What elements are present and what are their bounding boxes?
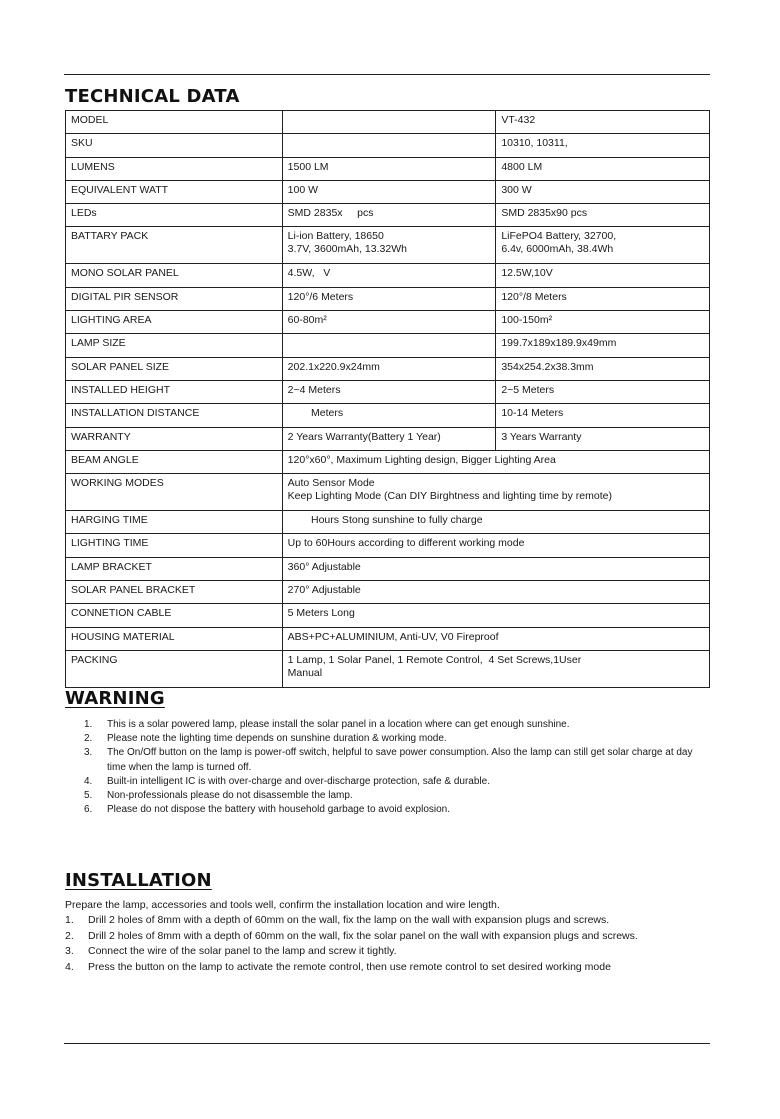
- spec-value-cell: 2~4 Meters: [282, 380, 496, 403]
- list-text: The On/Off button on the lamp is power-off switch, helpful to save power consumption. Also the lamp can still get solar charge at day time when the lamp is turned off.: [107, 747, 693, 773]
- warning-item: [79, 732, 709, 746]
- spec-value-cell: Up to 60Hours according to different working mode: [282, 534, 709, 557]
- spec-value-cell: 300 W: [496, 180, 710, 203]
- spec-value-cell: 2 Years Warranty(Battery 1 Year): [282, 427, 496, 450]
- table-row: [66, 474, 710, 511]
- spec-label-cell: INSTALLATION DISTANCE: [66, 404, 283, 427]
- technical-data-table: [65, 110, 710, 688]
- spec-value-cell: 1 Lamp, 1 Solar Panel, 1 Remote Control, 4 Set Screws,1User Manual: [282, 650, 709, 687]
- spec-value-cell: 4800 LM: [496, 157, 710, 180]
- table-row: [66, 334, 710, 357]
- list-text: Drill 2 holes of 8mm with a depth of 60mm on the wall, fix the solar panel on the wall with expansion plugs and screws.: [88, 929, 638, 942]
- spec-label-cell: SOLAR PANEL BRACKET: [66, 581, 283, 604]
- list-number: 4.: [84, 775, 93, 787]
- spec-value-cell: [282, 334, 496, 357]
- spec-label-cell: LIGHTING AREA: [66, 311, 283, 334]
- table-row: [66, 227, 710, 264]
- spec-value-cell: 4.5W, V: [282, 264, 496, 287]
- list-number: 1.: [84, 719, 93, 730]
- list-text: Non-professionals please do not disassemble the lamp.: [107, 790, 353, 802]
- list-text: Connect the wire of the solar panel to the lamp and screw it tightly.: [88, 945, 397, 958]
- spec-label-cell: LAMP BRACKET: [66, 557, 283, 580]
- spec-label-cell: PACKING: [66, 650, 283, 687]
- warning-item: [79, 775, 709, 789]
- list-number: 3.: [65, 945, 74, 958]
- list-number: 1.: [65, 914, 74, 926]
- list-text: Please note the lighting time depends on sunshine duration & working mode.: [107, 733, 447, 745]
- spec-value-cell: Li-ion Battery, 18650 3.7V, 3600mAh, 13.32Wh: [282, 227, 496, 264]
- table-row: [66, 427, 710, 450]
- table-row: [66, 111, 710, 134]
- table-row: [66, 287, 710, 310]
- table-row: [66, 157, 710, 180]
- spec-value-cell: 120°/6 Meters: [282, 287, 496, 310]
- spec-value-cell: 120°x60°, Maximum Lighting design, Bigger Lighting Area: [282, 450, 709, 473]
- spec-value-cell: [282, 111, 496, 134]
- list-text: Press the button on the lamp to activate the remote control, then use remote control to set desired working mode: [88, 960, 611, 973]
- spec-value-cell: ABS+PC+ALUMINIUM, Anti-UV, V0 Fireproof: [282, 627, 709, 650]
- spec-value-cell: SMD 2835x pcs: [282, 204, 496, 227]
- spec-label-cell: MODEL: [66, 111, 283, 134]
- table-row: [66, 650, 710, 687]
- spec-value-cell: 100-150m²: [496, 311, 710, 334]
- installation-intro: Prepare the lamp, accessories and tools well, confirm the installation location and wire length.: [65, 899, 500, 911]
- table-row: [66, 134, 710, 157]
- warning-heading: WARNING: [65, 688, 165, 709]
- table-row: [66, 311, 710, 334]
- spec-value-cell: Meters: [282, 404, 496, 427]
- spec-value-cell: 2~5 Meters: [496, 380, 710, 403]
- spec-value-cell: 1500 LM: [282, 157, 496, 180]
- spec-label-cell: HARGING TIME: [66, 511, 283, 534]
- list-text: Please do not dispose the battery with household garbage to avoid explosion.: [107, 804, 451, 816]
- installation-step: [65, 913, 695, 929]
- list-number: 4.: [65, 960, 74, 973]
- spec-label-cell: BATTARY PACK: [66, 227, 283, 264]
- installation-step: [65, 944, 695, 960]
- warning-item: [79, 718, 709, 732]
- table-row: [66, 404, 710, 427]
- spec-value-cell: VT-432: [496, 111, 710, 134]
- list-text: Built-in intelligent IC is with over-charge and over-discharge protection, safe & durable.: [107, 775, 490, 787]
- warning-item: [79, 746, 709, 774]
- list-text: This is a solar powered lamp, please install the solar panel in a location where can get enough sunshine.: [107, 719, 570, 730]
- spec-value-cell: LiFePO4 Battery, 32700, 6.4v, 6000mAh, 38.4Wh: [496, 227, 710, 264]
- spec-value-cell: SMD 2835x90 pcs: [496, 204, 710, 227]
- spec-label-cell: WARRANTY: [66, 427, 283, 450]
- spec-value-cell: 100 W: [282, 180, 496, 203]
- spec-value-cell: Auto Sensor Mode Keep Lighting Mode (Can DIY Birghtness and lighting time by remote): [282, 474, 709, 511]
- spec-value-cell: 3 Years Warranty: [496, 427, 710, 450]
- spec-value-cell: 5 Meters Long: [282, 604, 709, 627]
- spec-label-cell: SOLAR PANEL SIZE: [66, 357, 283, 380]
- table-row: [66, 380, 710, 403]
- spec-value-cell: 354x254.2x38.3mm: [496, 357, 710, 380]
- table-row: [66, 534, 710, 557]
- warning-item: [79, 803, 709, 817]
- installation-heading: INSTALLATION: [65, 870, 212, 891]
- top-divider: [64, 74, 710, 75]
- spec-label-cell: CONNETION CABLE: [66, 604, 283, 627]
- spec-value-cell: Hours Stong sunshine to fully charge: [282, 511, 709, 534]
- spec-label-cell: MONO SOLAR PANEL: [66, 264, 283, 287]
- spec-label-cell: INSTALLED HEIGHT: [66, 380, 283, 403]
- technical-data-heading: TECHNICAL DATA: [65, 86, 240, 107]
- list-number: 2.: [65, 929, 74, 942]
- table-row: [66, 357, 710, 380]
- spec-value-cell: 270° Adjustable: [282, 581, 709, 604]
- spec-label-cell: WORKING MODES: [66, 474, 283, 511]
- installation-steps: [65, 913, 695, 975]
- spec-label-cell: LEDs: [66, 204, 283, 227]
- warning-list: [79, 718, 709, 817]
- spec-label-cell: LIGHTING TIME: [66, 534, 283, 557]
- installation-step: [65, 960, 695, 976]
- spec-value-cell: 10-14 Meters: [496, 404, 710, 427]
- spec-value-cell: 60-80m²: [282, 311, 496, 334]
- list-text: Drill 2 holes of 8mm with a depth of 60mm on the wall, fix the lamp on the wall with expansion plugs and screws.: [88, 914, 610, 926]
- spec-value-cell: 120°/8 Meters: [496, 287, 710, 310]
- table-row: [66, 627, 710, 650]
- spec-label-cell: BEAM ANGLE: [66, 450, 283, 473]
- installation-step: [65, 929, 695, 945]
- table-row: [66, 204, 710, 227]
- spec-value-cell: 360° Adjustable: [282, 557, 709, 580]
- spec-label-cell: LUMENS: [66, 157, 283, 180]
- spec-value-cell: 199.7x189x189.9x49mm: [496, 334, 710, 357]
- list-number: 6.: [84, 804, 93, 816]
- table-row: [66, 450, 710, 473]
- spec-value-cell: 10310, 10311,: [496, 134, 710, 157]
- bottom-divider: [64, 1043, 710, 1044]
- spec-label-cell: EQUIVALENT WATT: [66, 180, 283, 203]
- table-row: [66, 581, 710, 604]
- spec-label-cell: DIGITAL PIR SENSOR: [66, 287, 283, 310]
- warning-item: [79, 789, 709, 803]
- spec-value-cell: 202.1x220.9x24mm: [282, 357, 496, 380]
- list-number: 3.: [84, 747, 93, 759]
- spec-value-cell: 12.5W,10V: [496, 264, 710, 287]
- list-number: 5.: [84, 790, 93, 802]
- table-row: [66, 511, 710, 534]
- table-row: [66, 180, 710, 203]
- list-number: 2.: [84, 733, 93, 745]
- table-row: [66, 604, 710, 627]
- spec-label-cell: SKU: [66, 134, 283, 157]
- spec-label-cell: LAMP SIZE: [66, 334, 283, 357]
- spec-value-cell: [282, 134, 496, 157]
- spec-label-cell: HOUSING MATERIAL: [66, 627, 283, 650]
- table-row: [66, 557, 710, 580]
- table-row: [66, 264, 710, 287]
